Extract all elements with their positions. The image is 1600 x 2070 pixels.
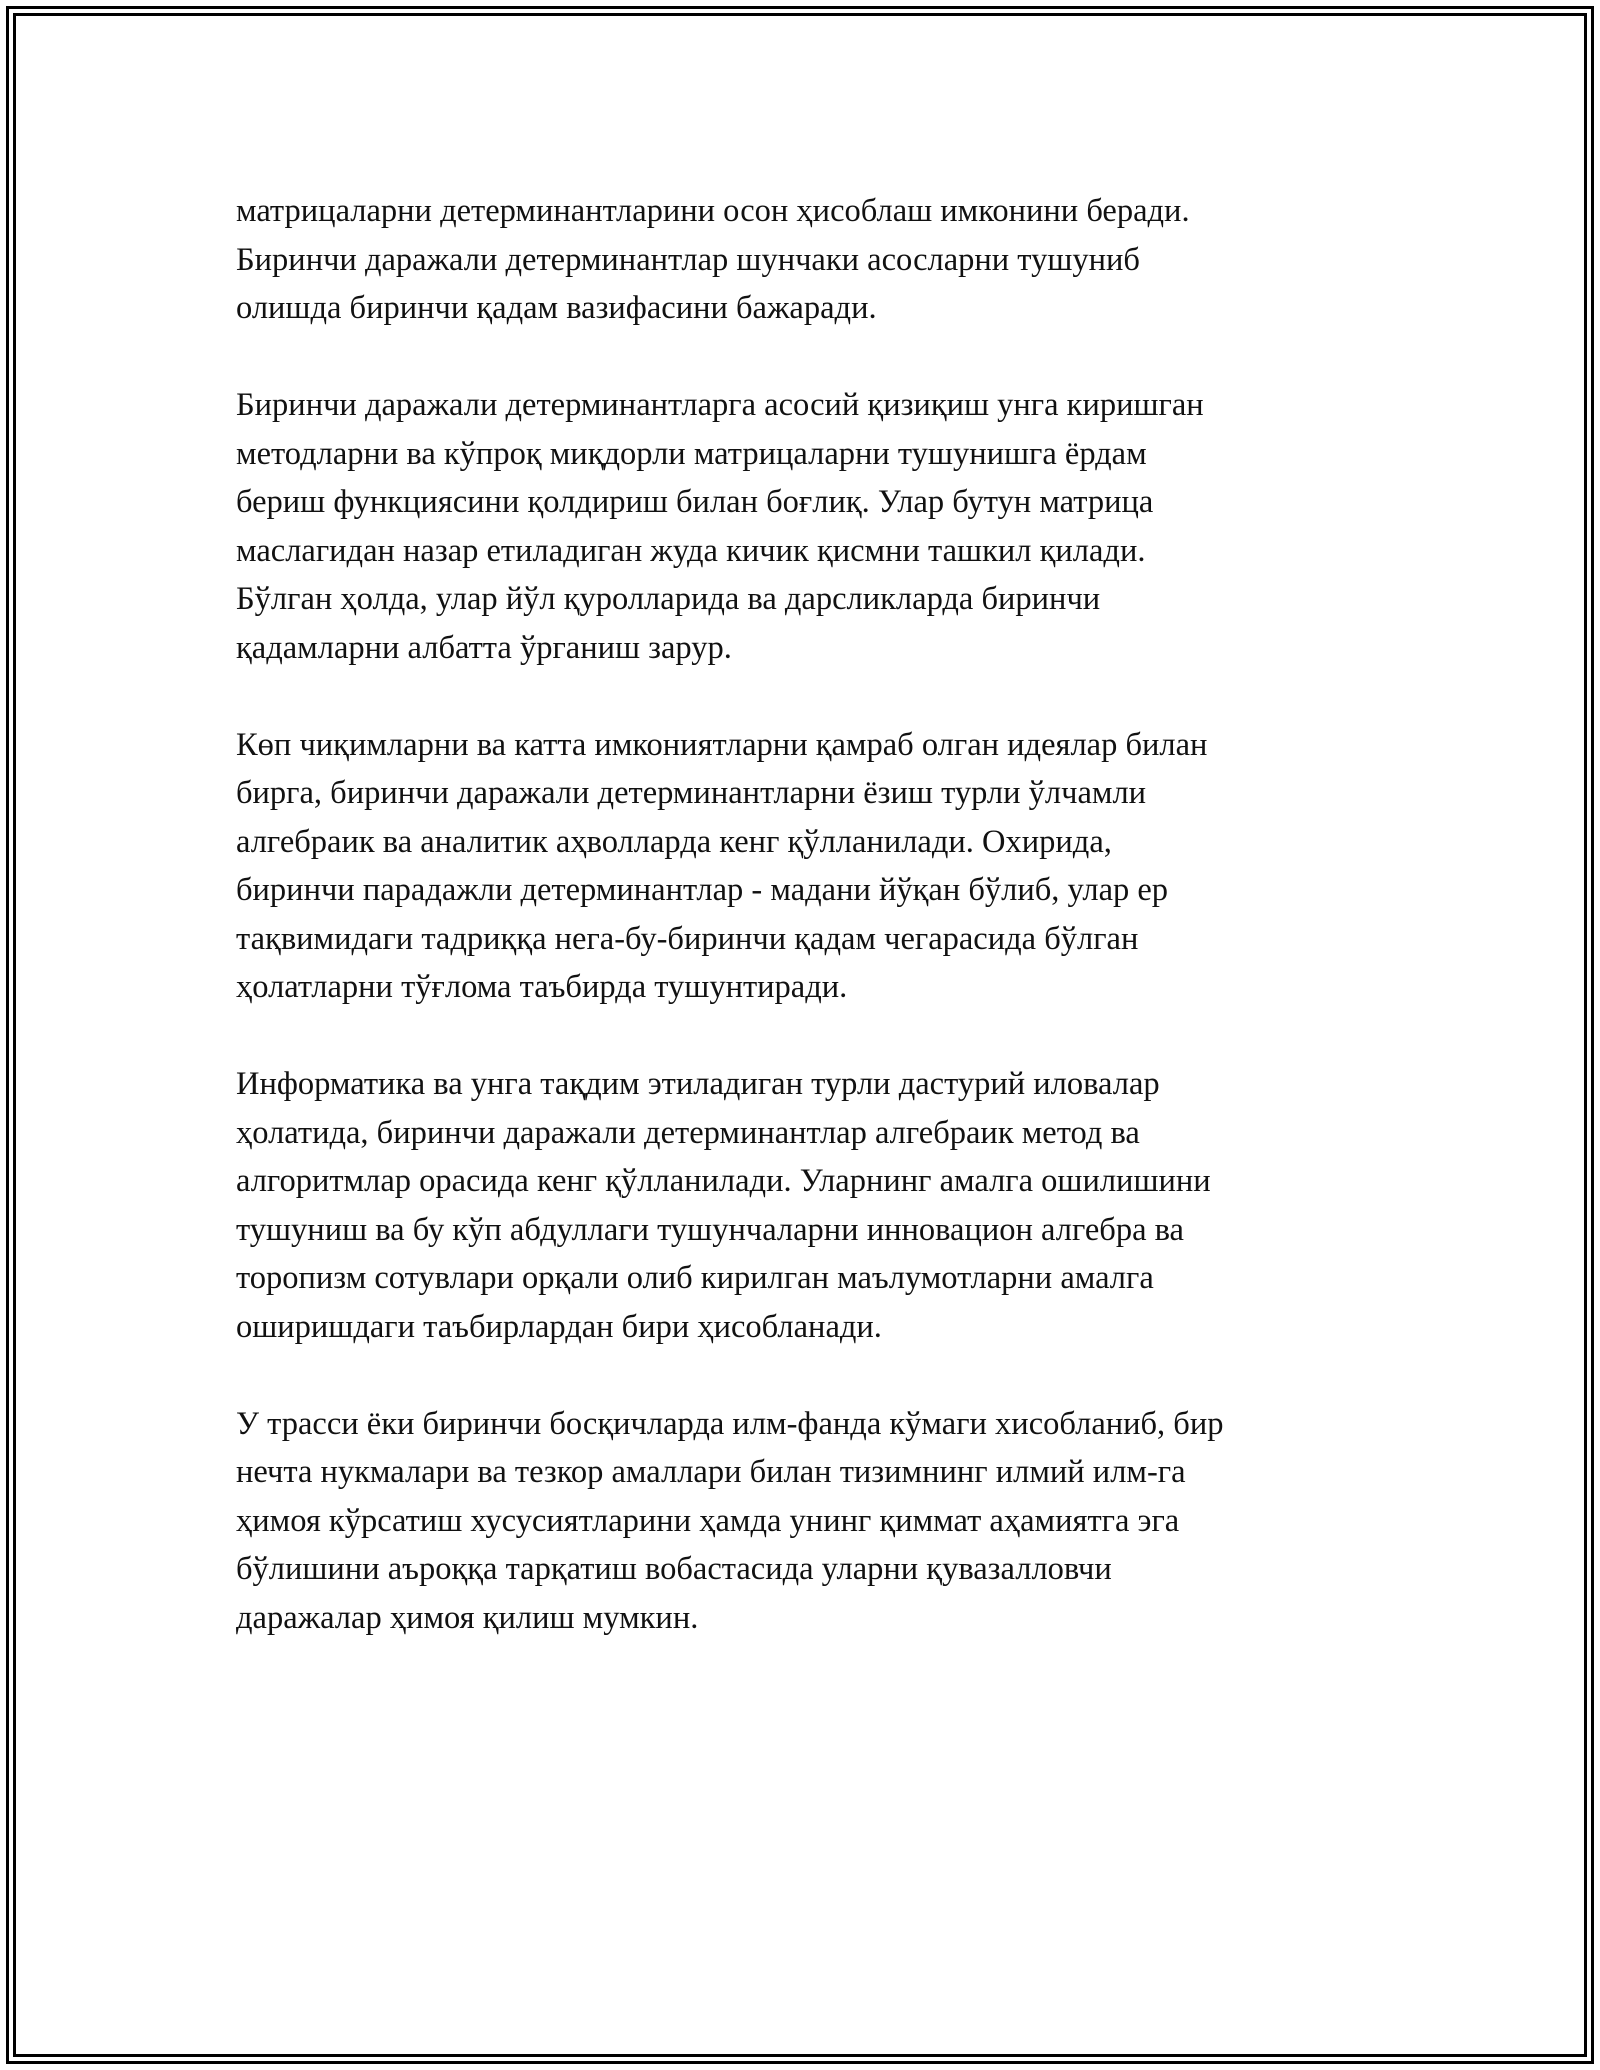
text-line: даражалар ҳимоя қилиш мумкин. [236, 1599, 699, 1636]
paragraph-5 [236, 1400, 1366, 1643]
text-line: торопизм сотувлари орқали олиб кирилган маълумотларни амалга [236, 1260, 1154, 1296]
text-line: бериш функциясини қолдириш билан боғлиқ. Улар бутун матрица [236, 484, 1154, 520]
paragraph-4 [236, 1060, 1366, 1351]
text-line: У трасси ёки биринчи босқичларда илм-фанда кўмаги хисобланиб, бир [236, 1405, 1224, 1442]
text-line: Биринчи даражали детерминантлар шунчаки асосларни тушуниб [236, 241, 1140, 278]
text-line: матрицаларни детерминантларини осон ҳисоблаш имконини беради. [236, 193, 1190, 229]
text-line: бўлишини аъроққа тарқатиш вобастасида уларни қувазалловчи [236, 1551, 1112, 1587]
text-line: биринчи парадажли детерминантлар - мадани йўқан бўлиб, улар ер [236, 872, 1169, 908]
text-line: бирга, биринчи даражали детерминантларни ёзиш турли ўлчамли [236, 775, 1147, 811]
text-line: методларни ва кўпроқ миқдорли матрицаларни тушунишга ёрдам [236, 435, 1147, 472]
paragraph-1 [236, 187, 1366, 333]
text-line: тақвимидаги тадриққа нега-бу-биринчи қадам чегарасида бўлган [236, 920, 1139, 957]
text-line: олишда биринчи қадам вазифасини бажаради. [236, 290, 877, 326]
text-line: алгебраик ва аналитик аҳволларда кенг қўлланилади. Охирида, [236, 823, 1112, 860]
text-line: Биринчи даражали детерминантларга асосий қизиқиш унга киришган [236, 387, 1204, 423]
text-line: Көп чиқимларни ва катта имкониятларни қамраб олган идеялар билан [236, 726, 1208, 763]
text-line: ҳолатида, биринчи даражали детерминантлар алгебраик метод ва [236, 1114, 1140, 1151]
text-line: ҳимоя кўрсатиш хусусиятларини ҳамда унинг қиммат аҳамиятга эга [236, 1502, 1180, 1539]
paragraph-3 [236, 721, 1366, 1012]
text-line: оширишдаги таъбирлардан бири ҳисобланади. [236, 1308, 882, 1345]
text-line: нечта нукмалари ва тезкор амаллари билан тизимнинг илмий илм-га [236, 1454, 1186, 1490]
text-line: қадамларни албатта ўрганиш зарур. [236, 629, 732, 666]
text-line: Бўлган ҳолда, улар йўл қуролларида ва дарсликларда биринчи [236, 581, 1101, 617]
text-line: алгоритмлар орасида кенг қўлланилади. Уларнинг амалга ошилишини [236, 1163, 1211, 1199]
document-body [236, 187, 1366, 1691]
text-line: Информатика ва унга тақдим этиладиган турли дастурий иловалар [236, 1066, 1160, 1102]
text-line: ҳолатларни тўғлома таъбирда тушунтиради. [236, 969, 848, 1005]
paragraph-2 [236, 381, 1366, 672]
text-line: тушуниш ва бу кўп абдуллаги тушунчаларни инновацион алгебра ва [236, 1211, 1184, 1248]
text-line: маслагидан назар етиладиган жуда кичик қисмни ташкил қилади. [236, 532, 1146, 569]
